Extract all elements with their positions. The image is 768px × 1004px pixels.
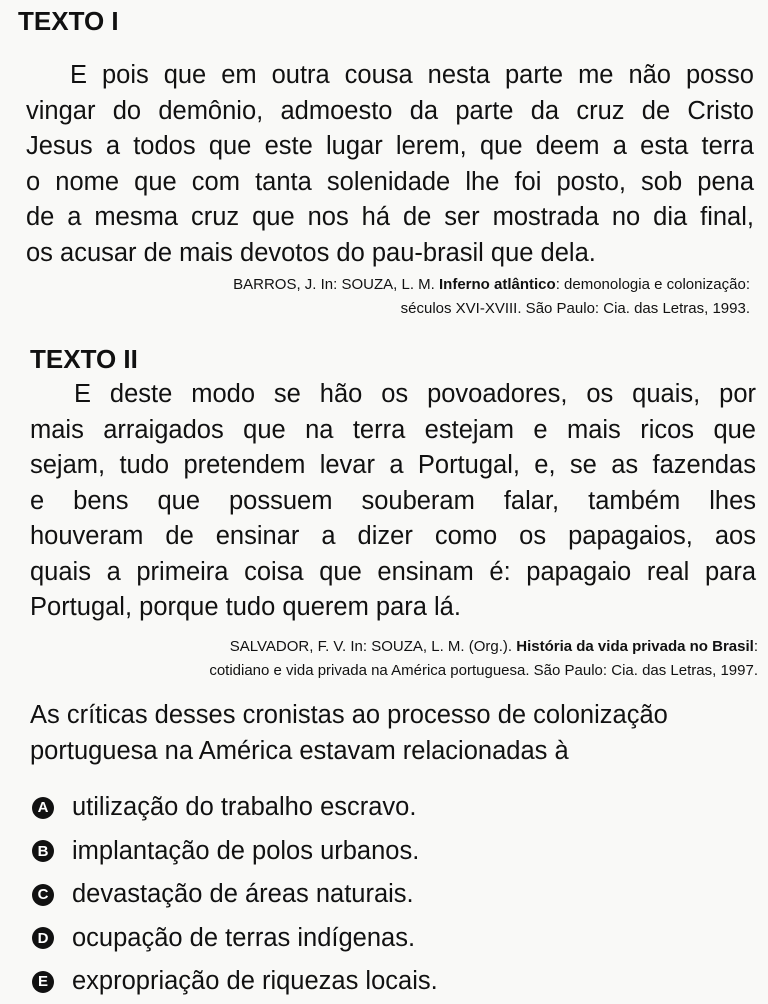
- option-text: ocupação de terras indígenas.: [72, 923, 416, 952]
- option-b[interactable]: [32, 830, 438, 874]
- option-text: implantação de polos urbanos.: [72, 836, 420, 865]
- option-letter-badge: B: [32, 840, 54, 862]
- answer-options: [32, 786, 438, 1004]
- texto1-line: o nome que com tanta solenidade lhe foi posto, sob pena: [26, 167, 754, 196]
- texto2-paragraph: [30, 377, 756, 626]
- citation-subtitle: :: [753, 638, 758, 655]
- texto1-line: Jesus a todos que este lugar lerem, que deem a esta terra: [26, 132, 754, 160]
- citation-book-title: História da vida privada no Brasil: [516, 638, 754, 655]
- texto1-paragraph: [26, 58, 754, 271]
- texto1-line: vingar do demônio, admoesto da parte da cruz de Cristo: [26, 96, 754, 125]
- option-text: expropriação de riquezas locais.: [72, 967, 438, 996]
- texto2-line: sejam, tudo pretendem levar a Portugal, e, se as fazendas: [30, 451, 756, 479]
- option-text: devastação de áreas naturais.: [72, 880, 414, 909]
- option-letter-badge: C: [32, 884, 54, 906]
- texto2-heading: TEXTO II: [30, 344, 138, 374]
- texto2-line: E deste modo se hão os povoadores, os quais, por: [74, 380, 756, 408]
- question-stem: [30, 697, 758, 769]
- option-text: utilização do trabalho escravo.: [72, 793, 417, 822]
- texto1-line: de a mesma cruz que nos há de ser mostrada no dia final,: [26, 203, 754, 231]
- question-line: portuguesa na América estavam relacionadas à: [30, 737, 569, 765]
- option-a[interactable]: [32, 786, 438, 830]
- citation-line: [233, 273, 750, 297]
- citation-book-title: Inferno atlântico: [439, 276, 556, 293]
- option-letter-badge: A: [32, 797, 54, 819]
- citation-authors: SALVADOR, F. V. In: SOUZA, L. M. (Org.).: [229, 638, 517, 655]
- option-letter-badge: E: [32, 971, 54, 993]
- texto2-line: e bens que possuem souberam falar, também lhes: [30, 486, 756, 515]
- option-e[interactable]: [32, 960, 438, 1004]
- texto1-heading: TEXTO I: [18, 6, 119, 36]
- option-c[interactable]: [32, 873, 438, 917]
- option-d[interactable]: [32, 917, 438, 961]
- citation-authors: BARROS, J. In: SOUZA, L. M.: [233, 276, 440, 293]
- texto2-line: Portugal, porque tudo querem para lá.: [30, 593, 461, 621]
- texto2-line: quais a primeira coisa que ensinam é: papagaio real para: [30, 557, 756, 586]
- texto2-line: houveram de ensinar a dizer como os papagaios, aos: [30, 522, 756, 550]
- texto1-line: os acusar de mais devotos do pau-brasil que dela.: [26, 238, 596, 267]
- citation-line: cotidiano e vida privada na América portuguesa. São Paulo: Cia. das Letras, 1997.: [209, 662, 758, 679]
- texto2-line: mais arraigados que na terra estejam e mais ricos que: [30, 415, 756, 444]
- citation-line: séculos XVI-XVIII. São Paulo: Cia. das Letras, 1993.: [400, 300, 750, 317]
- citation-line: [209, 635, 758, 659]
- texto1-citation: [233, 273, 750, 321]
- texto1-line: E pois que em outra cousa nesta parte me não posso: [70, 61, 754, 89]
- citation-subtitle: : demonologia e colonização:: [555, 276, 750, 293]
- option-letter-badge: D: [32, 927, 54, 949]
- texto2-citation: [209, 635, 758, 683]
- question-line: As críticas desses cronistas ao processo de colonização: [30, 701, 668, 729]
